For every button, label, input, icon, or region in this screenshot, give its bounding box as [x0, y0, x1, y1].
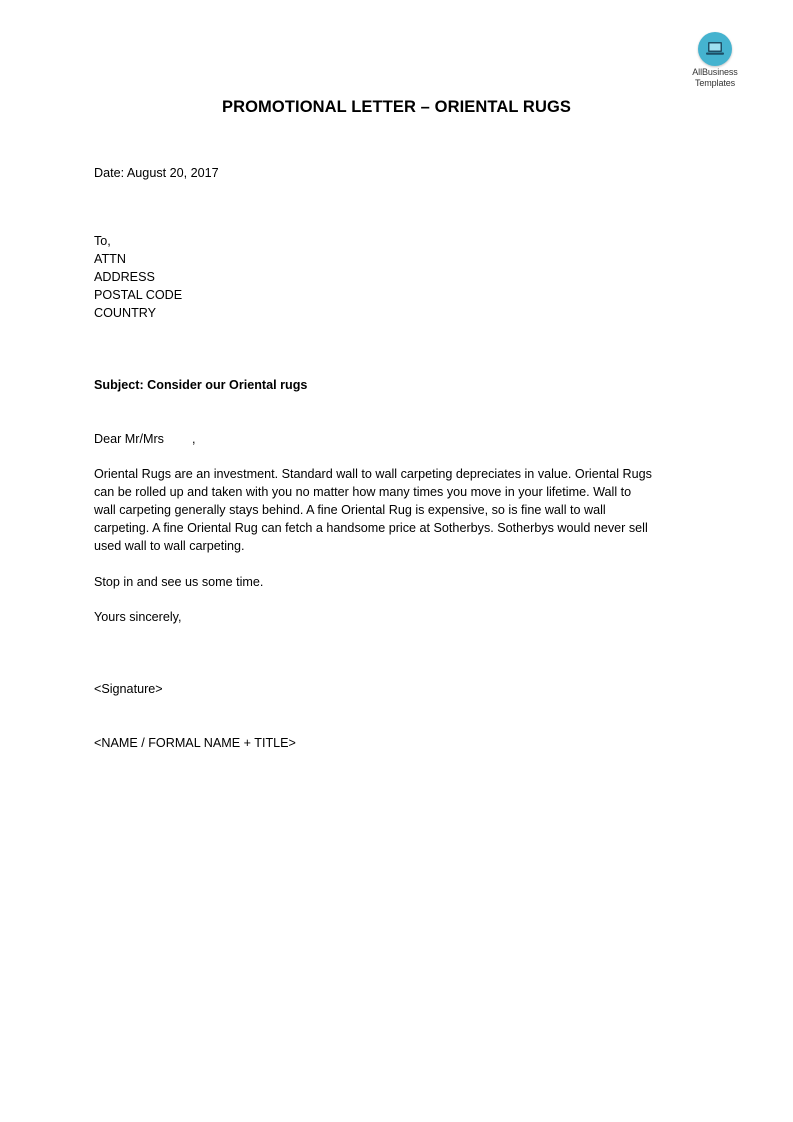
letter-subject: Subject: Consider our Oriental rugs	[94, 378, 308, 392]
body-paragraph-2: Stop in and see us some time.	[94, 575, 264, 589]
logo-text-line2: Templates	[694, 78, 736, 88]
closing: Yours sincerely,	[94, 610, 182, 624]
document-title: PROMOTIONAL LETTER – ORIENTAL RUGS	[222, 98, 571, 116]
recipient-attn: ATTN	[94, 252, 126, 266]
recipient-to: To,	[94, 234, 111, 248]
body-paragraph-1: Oriental Rugs are an investment. Standard wall to wall carpeting depreciates in value. Oriental Rugs can be rolled up and taken with you no matter how many times you move in your lifetime. Wall to wall carpeting generally stays behind. A fine Oriental Rug is expensive, so is fine wall to wall carpeting. A fine Oriental Rug can fetch a handsome price at Sotherbys. Sotherbys would never sell used wall to wall carpeting.	[94, 467, 652, 553]
salutation: Dear Mr/Mrs ,	[94, 432, 196, 446]
recipient-postal-code: POSTAL CODE	[94, 288, 183, 302]
name-title-placeholder: <NAME / FORMAL NAME + TITLE>	[94, 736, 296, 750]
allbusiness-templates-logo	[686, 32, 744, 88]
laptop-icon	[698, 32, 732, 66]
logo-text-line1: AllBusiness	[692, 67, 738, 77]
recipient-country: COUNTRY	[94, 306, 157, 320]
recipient-address: ADDRESS	[94, 270, 155, 284]
signature-placeholder: <Signature>	[94, 682, 163, 696]
letter-date: Date: August 20, 2017	[94, 166, 219, 180]
